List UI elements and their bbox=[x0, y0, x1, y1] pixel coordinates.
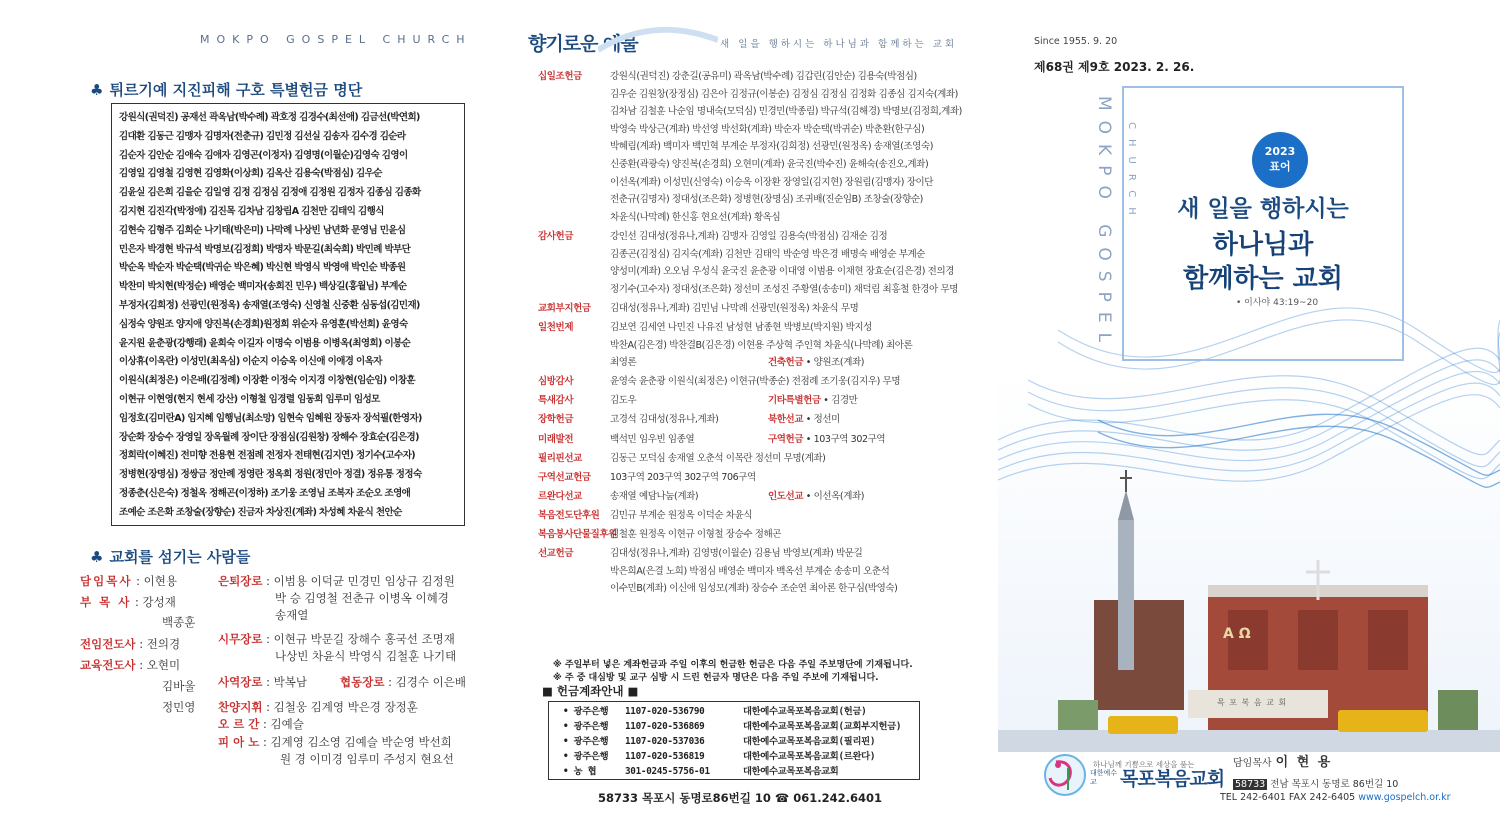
retired-elders-row: 은퇴장로 : 이범용 이덕균 민경민 임상규 김정원 bbox=[218, 574, 455, 588]
offering-line bbox=[538, 103, 962, 117]
offering-line bbox=[538, 191, 923, 205]
offering-line bbox=[538, 469, 756, 483]
donation-title-text: 튀르기예 지진피해 구호 특별헌금 명단 bbox=[109, 81, 363, 99]
staff-name: 박복남 bbox=[273, 675, 307, 689]
offering-names: 박은희A(은결 노희) 박점심 배영순 백미자 백옥선 부계순 송송미 오춘석 bbox=[610, 565, 890, 577]
donor-line: 이원식(최정은) 이은배(김정례) 이장환 이정숙 이지경 이창현(임순임) 이창훈 bbox=[119, 375, 416, 387]
donor-line: 정종춘(신은숙) 정철옥 정해곤(이정하) 조기웅 조영님 조복자 조순오 조영애 bbox=[119, 487, 411, 499]
letterhead: MOKPO GOSPEL CHURCH bbox=[200, 33, 472, 46]
offering-names: 이수민B(계좌) 이신애 임성모(계좌) 장승수 조순연 최아론 한구심(박영숙) bbox=[610, 583, 898, 595]
offering-names: 김대성(정유나,계좌) 김민님 나막례 선광민(원정옥) 차윤식 무명 bbox=[610, 302, 859, 314]
offering-category: 십일조헌금 bbox=[538, 71, 582, 82]
offering-line bbox=[538, 300, 858, 314]
staff-name: 이현용 bbox=[143, 574, 177, 588]
account-number: 1107-020-537036 bbox=[625, 736, 705, 747]
offering-line bbox=[538, 138, 933, 152]
account-holder: 대한예수교목포복음교회(필리핀) bbox=[743, 736, 876, 747]
donor-line: 강원식(권덕진) 공재선 곽옥남(박수례) 곽호정 김경수(최선애) 김금선(박연희) bbox=[119, 112, 420, 123]
staff-name: 김경수 이은배 bbox=[395, 675, 466, 689]
offering-names: 이선옥(계좌) 이성민(신영숙) 이승옥 이장환 장영일(김지현) 장원림(김맹자) 장이단 bbox=[610, 176, 934, 188]
bank-row bbox=[563, 764, 905, 779]
note-line: ※ 주 중 대심방 및 교구 심방 시 드린 헌금자 명단은 다음 주일 주보에 기재됩니다. bbox=[553, 673, 879, 683]
badge-label: 표어 bbox=[1269, 160, 1291, 173]
offering-category: 특새감사 bbox=[538, 395, 574, 407]
building-left bbox=[1094, 600, 1184, 710]
offering-names: 전춘규(김명자) 정대성(조은화) 정병현(장명심) 조귀배(진순임B) 조창술(장향순) bbox=[610, 194, 923, 206]
cover-address bbox=[1233, 776, 1398, 790]
scripture-ref: • 이사야 43:19~20 bbox=[1236, 298, 1319, 308]
offering-names: 박찬A(김은경) 박찬결B(김은경) 이현용 주상혁 주인혁 차윤식(나막례) 최아론 bbox=[610, 339, 913, 351]
offering-line-right: 북한선교 • 정선미 bbox=[768, 411, 840, 425]
staff-name: 강성재 bbox=[142, 595, 176, 609]
offering-category: 복음전도단후원 bbox=[538, 509, 600, 521]
offering-line bbox=[538, 263, 954, 277]
offering-names: 정기수(고수자) 정대성(조은화) 정선미 조성진 주황열(송송미) 채덕림 최홍철 한경아 무명 bbox=[610, 283, 958, 295]
offering-names: 최영론 bbox=[610, 357, 637, 369]
offering-names: 이선옥(계좌) bbox=[813, 490, 865, 502]
role-label: 시무장로 bbox=[218, 632, 263, 646]
club-icon: ♣ bbox=[90, 81, 104, 99]
offering-category: 일천번제 bbox=[538, 321, 574, 333]
account-number: 301-0245-5756-01 bbox=[625, 766, 710, 777]
contact-line bbox=[1220, 792, 1451, 803]
role-label: 부 목 사 bbox=[80, 595, 132, 609]
offering-names: 김차남 김철훈 나순임 명내숙(모덕심) 민경민(박종림) 박규석(김해경) 박명보(김정희,계좌) bbox=[610, 106, 962, 118]
donor-list-box bbox=[111, 103, 465, 526]
offering-names: 김도우 bbox=[610, 395, 637, 407]
offering-category: 복음봉사단물질후원 bbox=[538, 529, 617, 540]
theme-line-2: 하나님과 bbox=[1212, 230, 1314, 260]
bank-title: ■ 헌금계좌안내 ■ bbox=[542, 684, 639, 698]
account-holder: 대한예수교목포복음교회(헌금) bbox=[743, 706, 867, 717]
offering-category: 선교헌금 bbox=[538, 548, 574, 560]
offering-line bbox=[538, 86, 958, 100]
offering-names: 김우순 김원창(장정심) 김은아 김정규(이봉순) 김정심 김정심 김정화 김종심 김지숙(계좌) bbox=[610, 88, 958, 100]
middle-panel bbox=[498, 0, 998, 829]
donor-line: 이상휴(이옥란) 이성민(최옥심) 이순지 이승옥 이신애 이애경 이옥자 bbox=[119, 356, 382, 368]
service-elder-row: 사역장로 : 박복남 bbox=[218, 675, 307, 689]
retired-elders-row-3 bbox=[275, 607, 308, 623]
pastor-line bbox=[1233, 751, 1332, 770]
church-logo-icon bbox=[1038, 752, 1092, 798]
vertical-subtitle: CHURCH bbox=[1126, 122, 1137, 225]
offering-category: 르완다선교 bbox=[538, 490, 582, 502]
bank-row bbox=[563, 704, 905, 719]
website-link[interactable]: www.gospelch.or.kr bbox=[1358, 792, 1451, 803]
offering-names: 강인선 김대성(정유나,계좌) 김맹자 김영일 김용숙(박점심) 김재순 김정 bbox=[610, 230, 888, 242]
piano-row: 피 아 노 : 김계영 김소영 김예슬 박순영 박선희 bbox=[218, 735, 452, 749]
role-label: 피 아 노 bbox=[218, 735, 260, 749]
theme-line-3: 함께하는 교회 bbox=[1183, 264, 1343, 294]
offering-category: 교회부지헌금 bbox=[538, 302, 591, 314]
donor-line: 박순옥 박순자 박순택(박귀순 박은혜) 박신현 박영식 박영애 박인순 박종원 bbox=[119, 262, 406, 274]
offering-line bbox=[538, 156, 928, 170]
offering-names: 박혜림(계좌) 백미자 백민혁 부계순 부정자(김희정) 선광민(원정옥) 송재열(조영숙) bbox=[610, 141, 934, 153]
donor-line: 부정자(김희정) 선광민(원정옥) 송재열(조영숙) 신영철 신중환 심동섭(김민재) bbox=[119, 299, 420, 311]
theme-block bbox=[1122, 190, 1404, 300]
offering-names: 윤영숙 윤춘광 이원식(최정은) 이현규(박종순) 전점례 조기웅(김지우) 무명 bbox=[610, 376, 901, 388]
left-panel bbox=[0, 0, 498, 829]
donor-line: 김영일 김영철 김영현 김영화(이상희) 김옥산 김용숙(박점심) 김우순 bbox=[119, 168, 382, 180]
offering-line bbox=[538, 228, 887, 242]
title-swoosh bbox=[598, 20, 718, 60]
assoc-pastor-row-2 bbox=[162, 614, 195, 630]
offering-line bbox=[538, 563, 889, 577]
staff-name: 박 승 김영철 전춘규 이병옥 이혜경 bbox=[275, 591, 449, 605]
offering-category: 감사헌금 bbox=[538, 230, 574, 242]
offering-names: 김경만 bbox=[831, 395, 858, 407]
logo-motto: 하나님께 기쁨으로 세상을 품는 bbox=[1093, 760, 1195, 769]
offering-line bbox=[538, 337, 912, 351]
coop-elder-row: 협동장로 : 김경수 이은배 bbox=[340, 675, 466, 689]
staff-name: 김철웅 김계영 박은경 장정훈 bbox=[273, 700, 418, 714]
account-holder: 대한예수교목포복음교회(교회부지헌금) bbox=[743, 721, 902, 732]
offering-names: 고경석 김대성(정유나,계좌) bbox=[610, 414, 719, 426]
role-label: 찬양지휘 bbox=[218, 700, 263, 714]
theme-line-1: 새 일을 행하시는 bbox=[1177, 196, 1349, 222]
right-panel-cover bbox=[998, 0, 1500, 829]
offering-names: 김대성(정유나,계좌) 김영명(이월순) 김용님 박영보(계좌) 박문길 bbox=[610, 548, 863, 560]
role-label: 교육전도사 bbox=[80, 658, 136, 672]
donor-line: 김현숙 김형주 김희순 나기태(박은미) 나막례 나상빈 남년화 문영님 민윤심 bbox=[119, 224, 406, 236]
donor-line: 정희락(이혜진) 전미향 전용현 전점례 전정자 전태현(김지연) 정기수(고수자) bbox=[119, 450, 416, 462]
offering-line-right: 기타특별헌금 • 김경만 bbox=[768, 392, 857, 406]
account-holder: 대한예수교목포복음교회(르완다) bbox=[743, 751, 876, 762]
offering-line-right: 건축헌금 • 양원조(계좌) bbox=[768, 354, 864, 368]
offering-names: 김철훈 원정옥 이현규 이형철 장승수 정해곤 bbox=[610, 529, 782, 540]
offering-line bbox=[538, 209, 780, 223]
donor-line: 김순자 김안순 김애숙 김애자 김영곤(이정자) 김영명(이월순)김영숙 김영이 bbox=[119, 149, 408, 161]
zip-code: 58733 bbox=[1235, 779, 1266, 790]
church-name: 목포복음교회 bbox=[1120, 768, 1225, 790]
club-icon: ♣ bbox=[90, 548, 104, 566]
offering-names: 양원조(계좌) bbox=[813, 357, 865, 369]
bank-name: • 광주은행 bbox=[563, 736, 609, 747]
donor-line: 심정숙 양원조 양지애 양진복(손경희)원정희 위순자 유영훈(박선희) 윤영숙 bbox=[119, 318, 408, 330]
offering-line bbox=[538, 580, 897, 594]
alpha-omega-sign: A Ω bbox=[1223, 626, 1251, 642]
role-label: 협동장로 bbox=[340, 675, 385, 689]
offering-names: 차윤식(나막례) 한신홍 현요선(계좌) 황옥심 bbox=[610, 211, 781, 223]
donor-line: 민은자 박경현 박규석 박명보(김정희) 박명자 박문길(최숙희) 박민례 박부단 bbox=[119, 243, 411, 255]
issue-info: 제68권 제9호 2023. 2. 26. bbox=[1034, 60, 1195, 74]
offering-names: 양성미(계좌) 오오님 우성식 윤국진 윤춘광 이대영 이범용 이채현 장효순(김은경) 전의경 bbox=[610, 266, 954, 278]
offering-category: 필리핀선교 bbox=[538, 452, 582, 464]
bank-row bbox=[563, 749, 905, 764]
offering-names: 김동근 모덕심 송재열 오춘석 이목란 정선미 무명(계좌) bbox=[610, 452, 826, 464]
offering-category: 인도선교 bbox=[768, 490, 804, 502]
role-label: 오 르 간 bbox=[218, 717, 260, 731]
role-label: 은퇴장로 bbox=[218, 574, 263, 588]
account-number: 1107-020-536819 bbox=[625, 751, 705, 762]
steeple bbox=[1118, 520, 1134, 670]
offering-names: 백석민 임우빈 임종열 bbox=[610, 433, 695, 445]
bank-row bbox=[563, 734, 905, 749]
serving-elders-row: 시무장로 : 이현규 박문길 장해수 홍국선 조명재 bbox=[218, 632, 455, 646]
donor-line: 김대환 김동근 김맹자 김명자(전춘규) 김민정 김선실 김송자 김수경 김순라 bbox=[119, 130, 406, 142]
organ-row: 오 르 간 : 김예슬 bbox=[218, 717, 304, 731]
role-label: 사역장로 bbox=[218, 675, 263, 689]
donation-section-title bbox=[90, 79, 362, 100]
staff-name: 송재열 bbox=[275, 608, 309, 622]
since-date: Since 1955. 9. 20 bbox=[1034, 36, 1118, 47]
staff-name: 정민영 bbox=[162, 700, 196, 714]
offering-line bbox=[538, 392, 636, 406]
pastor-label: 담임목사 bbox=[1233, 758, 1272, 769]
offering-line bbox=[538, 281, 958, 295]
bank-name: • 광주은행 bbox=[563, 706, 609, 717]
piano-row-2 bbox=[280, 751, 454, 767]
staff-name: 나상빈 차윤식 박영식 김철훈 나기태 bbox=[275, 649, 457, 663]
denomination-label: 대한예수교 bbox=[1090, 769, 1118, 786]
donor-line: 임정호(김미란A) 임지혜 임행님(최소망) 임현숙 임혜원 장동자 장석필(한영자) bbox=[119, 412, 422, 424]
account-holder: 대한예수교목포복음교회 bbox=[743, 766, 839, 777]
offering-names: 정선미 bbox=[813, 414, 840, 426]
offering-category: 장학헌금 bbox=[538, 414, 574, 426]
offering-names: 신중환(곽광숙) 양진복(손경희) 오현미(계좌) 윤국진(박수진) 윤해숙(송진오,계좌) bbox=[610, 159, 929, 170]
offering-names: 103구역 302구역 bbox=[813, 433, 886, 445]
vertical-title: MOKPO GOSPEL bbox=[1094, 96, 1114, 353]
offering-line bbox=[538, 488, 698, 502]
edu-evangelist-row-3 bbox=[162, 699, 195, 715]
full-evangelist-row: 전임전도사 : 전의경 bbox=[80, 637, 181, 651]
staff-name: 오현미 bbox=[146, 658, 181, 672]
staff-name: 김계영 김소영 김예슬 박순영 박선희 bbox=[270, 735, 452, 749]
staff-name: 김바울 bbox=[162, 679, 196, 693]
pastor-name: 이 현 용 bbox=[1275, 755, 1333, 770]
badge-year: 2023 bbox=[1264, 145, 1296, 158]
offering-category: 구역선교헌금 bbox=[538, 471, 591, 483]
year-badge bbox=[1252, 132, 1308, 188]
choir-row: 찬양지휘 : 김철웅 김계영 박은경 장정훈 bbox=[218, 700, 418, 714]
retired-elders-row-2 bbox=[275, 590, 449, 606]
offering-line bbox=[538, 373, 900, 387]
offering-line bbox=[538, 450, 825, 464]
offering-line bbox=[538, 68, 917, 82]
staff-name: 원 경 이미경 임루미 주성지 현요선 bbox=[280, 752, 454, 766]
tel-fax: TEL 242-6401 FAX 242-6405 bbox=[1220, 792, 1359, 803]
address-text: 전남 목포시 동명로 86번길 10 bbox=[1267, 779, 1399, 790]
donor-line: 김윤실 김은희 김을순 김일영 김정 김정심 김정애 김정원 김정자 김종심 김종화 bbox=[119, 187, 421, 199]
offerings-motto: 새 일을 행하시는 하나님과 함께하는 교회 bbox=[720, 39, 958, 50]
offering-category: 구역헌금 bbox=[768, 433, 804, 445]
offering-line bbox=[538, 121, 924, 135]
offering-category: 심방감사 bbox=[538, 376, 574, 388]
offering-names: 103구역 203구역 302구역 706구역 bbox=[610, 471, 756, 483]
building-sign: 목 포 복 음 교 회 bbox=[1217, 698, 1288, 707]
offering-category: 건축헌금 bbox=[768, 357, 804, 369]
offering-category: 기타특별헌금 bbox=[768, 395, 821, 407]
offering-names: 김종곤(김정심) 김지숙(계좌) 김천만 김태익 박순영 박은경 배명숙 배영순 부계순 bbox=[610, 248, 926, 260]
donor-line bbox=[119, 523, 457, 526]
note-line: ※ 주일부터 넣은 계좌헌금과 주일 이후의 헌금한 헌금은 다음 주일 주보명단에 기재됩니다. bbox=[553, 660, 913, 670]
donor-line: 박찬미 박치현(박정순) 배영순 백미자(송희진 민우) 백상길(홍월님) 부계순 bbox=[119, 281, 407, 293]
offering-names: 김민규 부계순 원정옥 이덕순 차윤식 bbox=[610, 509, 753, 521]
offerings-title: 향기로운 예물 bbox=[528, 33, 638, 55]
offering-line-right: 구역헌금 • 103구역 302구역 bbox=[768, 431, 885, 445]
offering-line bbox=[538, 174, 933, 188]
bank-name: • 농 협 bbox=[563, 766, 597, 777]
staff-title-text: 교회를 섬기는 사람들 bbox=[109, 548, 251, 566]
account-number: 1107-020-536790 bbox=[625, 706, 705, 717]
edu-evangelist-row-2 bbox=[162, 678, 195, 694]
offering-line bbox=[538, 507, 752, 521]
offering-names: 김보연 김세연 나민진 나유진 남성현 남종현 박병보(박지원) 박지성 bbox=[610, 321, 872, 333]
donor-line: 장순화 장승수 장영일 장옥월례 장이단 장점심(김원창) 장해수 장효순(김은경) bbox=[119, 431, 419, 443]
senior-pastor-row: 담임목사 : 이현용 bbox=[80, 574, 177, 588]
offering-line bbox=[538, 319, 872, 333]
staff-name: 전의경 bbox=[146, 637, 181, 651]
serving-elders-row-2 bbox=[275, 648, 456, 664]
bank-box bbox=[548, 701, 920, 780]
bank-name: • 광주은행 bbox=[563, 751, 609, 762]
church-address: 58733 목포시 동명로86번길 10 ☎ 061.242.6401 bbox=[598, 791, 882, 805]
role-label: 담임목사 bbox=[80, 574, 133, 588]
donor-line: 조예순 조은화 조창술(장향순) 진금자 차상진(계좌) 차성혜 차윤식 천안순 bbox=[119, 506, 402, 518]
offering-line bbox=[538, 431, 694, 445]
bank-row bbox=[563, 719, 905, 734]
bank-name: • 광주은행 bbox=[563, 721, 609, 732]
role-label: 전임전도사 bbox=[80, 637, 136, 651]
offering-names: 송재열 예담나눔(계좌) bbox=[610, 490, 699, 502]
offering-line bbox=[538, 545, 862, 559]
offering-line bbox=[538, 354, 636, 368]
edu-evangelist-row: 교육전도사 : 오현미 bbox=[80, 658, 181, 672]
offering-line bbox=[538, 411, 718, 425]
offering-line bbox=[538, 526, 781, 540]
donor-line: 윤지원 윤춘광(강행래) 윤희숙 이길자 이명숙 이범용 이병옥(최영희) 이봉순 bbox=[119, 337, 411, 349]
donor-line: 정병현(장명심) 정쌍금 정안례 정영란 정옥희 정원(정민아 정결) 정유통 정정숙 bbox=[119, 469, 422, 481]
staff-name: 김예슬 bbox=[270, 717, 304, 731]
offering-category: 미래발전 bbox=[538, 433, 574, 445]
donor-line: 김지현 김진각(박정애) 김진목 김차남 김창림A 김천만 김태익 김행식 bbox=[119, 205, 384, 217]
offering-line-right: 인도선교 • 이선옥(계좌) bbox=[768, 488, 864, 502]
donor-line: 이현규 이현영(현지 현세 강산) 이형철 임경렬 임동희 임루미 임성모 bbox=[119, 393, 380, 405]
assoc-pastor-row: 부 목 사 : 강성재 bbox=[80, 595, 176, 609]
offering-names: 박영숙 박상근(계좌) 박선영 박선화(계좌) 박순자 박순택(박귀순) 박춘환(한구심) bbox=[610, 123, 925, 135]
staff-section-title bbox=[90, 546, 250, 567]
offering-line bbox=[538, 246, 925, 260]
staff-name: 이현규 박문길 장해수 홍국선 조명재 bbox=[273, 632, 455, 646]
offering-names: 강원식(권덕진) 강춘길(공유미) 곽옥남(박수례) 김갑린(김안순) 김용숙(박점심) bbox=[610, 71, 917, 82]
staff-name: 백종훈 bbox=[162, 615, 196, 629]
offering-category: 북한선교 bbox=[768, 414, 804, 426]
staff-name: 이범용 이덕균 민경민 임상규 김정원 bbox=[273, 574, 455, 588]
account-number: 1107-020-536869 bbox=[625, 721, 705, 732]
